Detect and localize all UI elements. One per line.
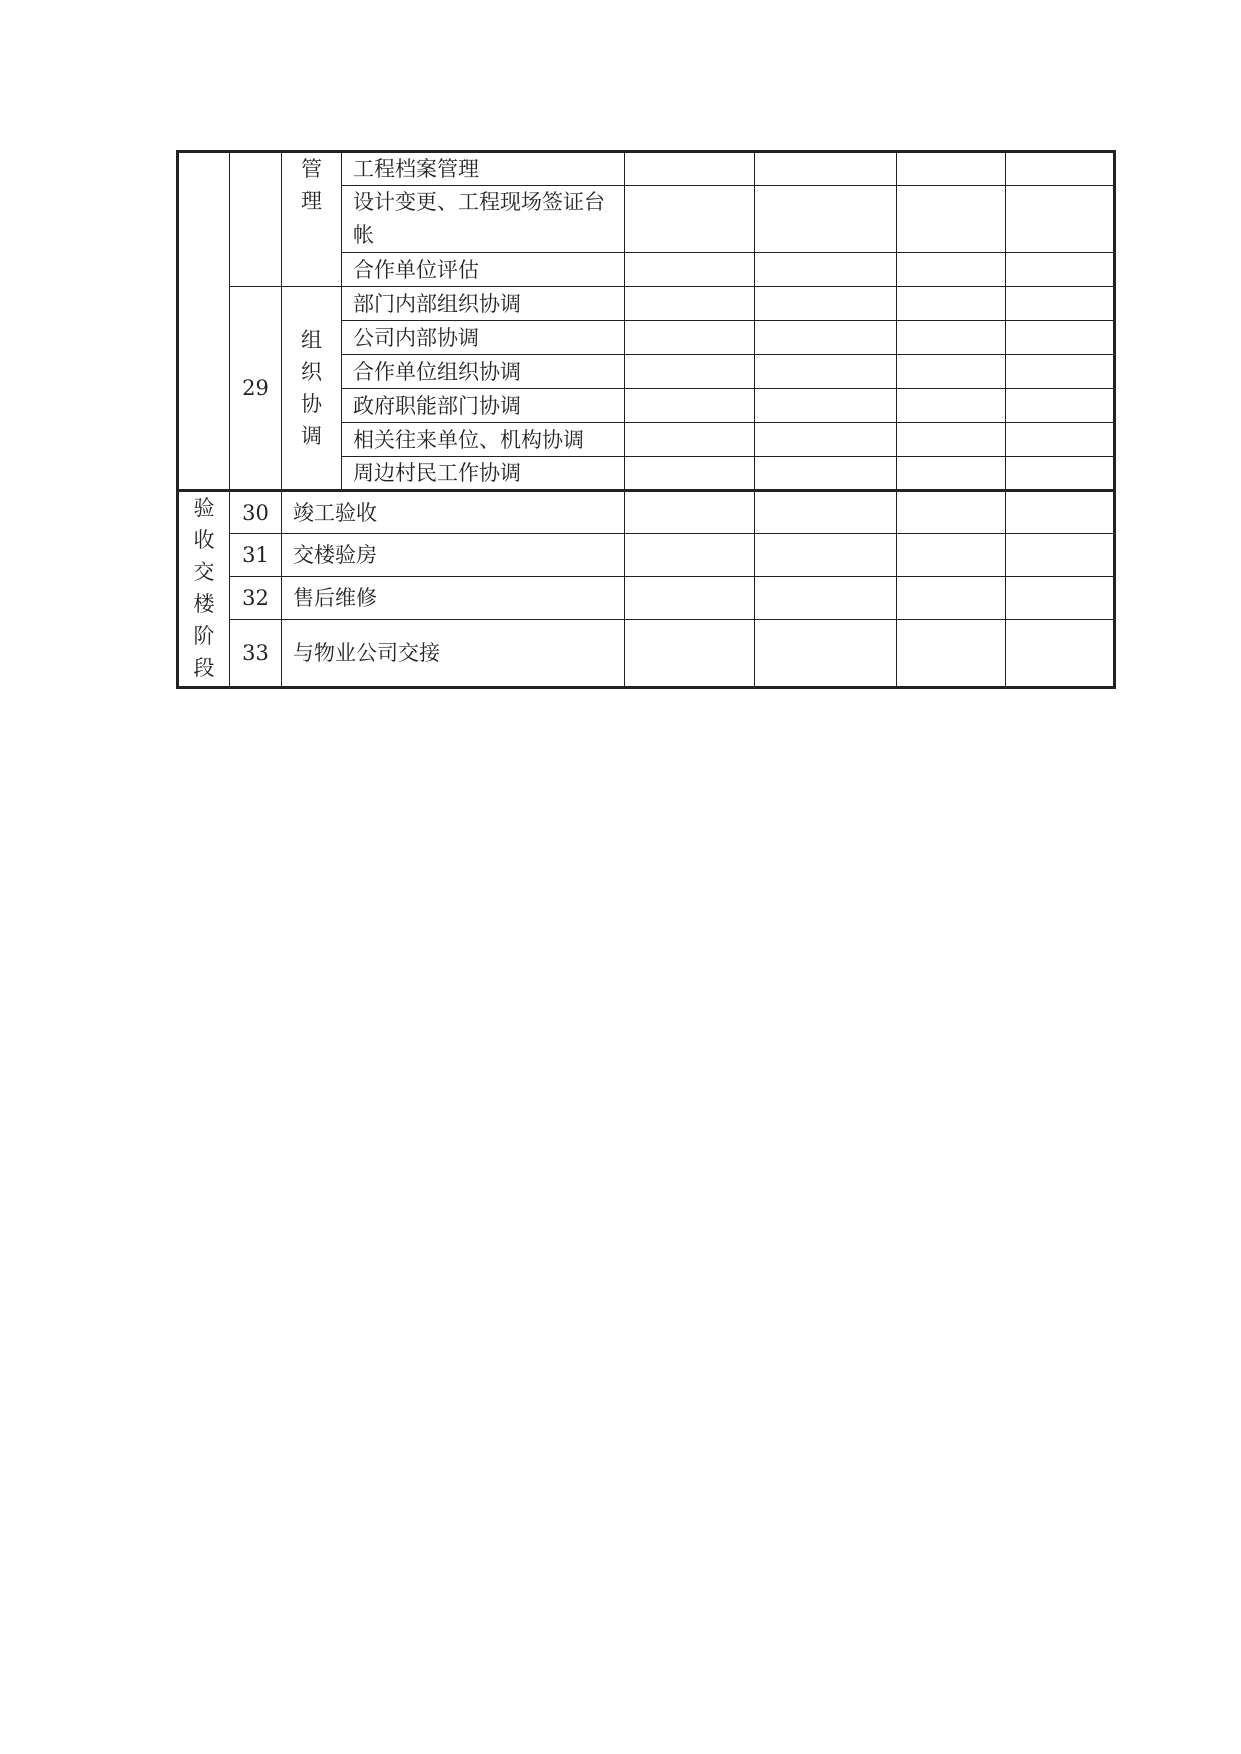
blank-cell — [755, 152, 897, 186]
table-row — [178, 491, 1115, 534]
blank-cell — [625, 457, 755, 491]
category-char: 织 — [301, 360, 322, 384]
item-cell: 交楼验房 — [282, 534, 625, 577]
stage-cell-acceptance — [178, 491, 230, 688]
stage-char: 阶 — [193, 624, 215, 648]
blank-cell — [897, 457, 1006, 491]
blank-cell — [1006, 287, 1115, 321]
blank-cell — [625, 577, 755, 620]
stage-cell-empty — [178, 152, 230, 491]
item-cell: 设计变更、工程现场签证台帐 — [342, 186, 625, 253]
blank-cell — [1006, 389, 1115, 423]
blank-cell — [1006, 457, 1115, 491]
blank-cell — [755, 321, 897, 355]
item-cell: 部门内部组织协调 — [342, 287, 625, 321]
item-cell: 售后维修 — [282, 577, 625, 620]
category-char: 协 — [301, 392, 322, 416]
blank-cell — [755, 186, 897, 253]
category-cell-coordination — [282, 287, 342, 491]
blank-cell — [897, 534, 1006, 577]
blank-cell — [1006, 355, 1115, 389]
blank-cell — [755, 389, 897, 423]
item-cell: 合作单位评估 — [342, 253, 625, 287]
blank-cell — [755, 577, 897, 620]
item-cell: 政府职能部门协调 — [342, 389, 625, 423]
blank-cell — [625, 423, 755, 457]
item-cell: 合作单位组织协调 — [342, 355, 625, 389]
row-number: 33 — [230, 620, 282, 688]
blank-cell — [755, 287, 897, 321]
blank-cell — [1006, 253, 1115, 287]
stage-char: 验 — [193, 496, 215, 520]
row-number: 31 — [230, 534, 282, 577]
blank-cell — [897, 577, 1006, 620]
item-cell: 竣工验收 — [282, 491, 625, 534]
blank-cell — [897, 491, 1006, 534]
category-char: 组 — [301, 328, 322, 352]
blank-cell — [897, 152, 1006, 186]
table-row — [178, 152, 1115, 186]
stage-char: 楼 — [193, 592, 215, 616]
item-cell: 相关往来单位、机构协调 — [342, 423, 625, 457]
table-row — [178, 577, 1115, 620]
blank-cell — [625, 152, 755, 186]
blank-cell — [897, 253, 1006, 287]
blank-cell — [625, 491, 755, 534]
blank-cell — [625, 321, 755, 355]
blank-cell — [1006, 491, 1115, 534]
table-row — [178, 287, 1115, 321]
blank-cell — [897, 389, 1006, 423]
stage-char: 交 — [193, 560, 215, 584]
category-char: 调 — [301, 424, 322, 448]
blank-cell — [625, 355, 755, 389]
item-cell: 工程档案管理 — [342, 152, 625, 186]
stage-char: 段 — [193, 656, 215, 680]
blank-cell — [1006, 186, 1115, 253]
blank-cell — [755, 457, 897, 491]
number-cell-empty — [230, 152, 282, 287]
blank-cell — [897, 321, 1006, 355]
blank-cell — [897, 355, 1006, 389]
blank-cell — [755, 491, 897, 534]
blank-cell — [625, 253, 755, 287]
blank-cell — [1006, 620, 1115, 688]
blank-cell — [897, 620, 1006, 688]
table-row — [178, 620, 1115, 688]
process-table — [176, 150, 1116, 689]
row-number: 30 — [230, 491, 282, 534]
blank-cell — [625, 620, 755, 688]
category-cell-management — [282, 152, 342, 287]
item-cell: 周边村民工作协调 — [342, 457, 625, 491]
blank-cell — [897, 287, 1006, 321]
blank-cell — [1006, 321, 1115, 355]
item-cell: 与物业公司交接 — [282, 620, 625, 688]
blank-cell — [625, 534, 755, 577]
blank-cell — [1006, 577, 1115, 620]
row-number: 32 — [230, 577, 282, 620]
blank-cell — [755, 253, 897, 287]
item-cell: 公司内部协调 — [342, 321, 625, 355]
blank-cell — [755, 620, 897, 688]
blank-cell — [625, 287, 755, 321]
stage-char: 收 — [193, 528, 215, 552]
blank-cell — [897, 423, 1006, 457]
blank-cell — [1006, 534, 1115, 577]
row-number: 29 — [230, 287, 282, 491]
blank-cell — [1006, 423, 1115, 457]
table-row — [178, 534, 1115, 577]
blank-cell — [755, 355, 897, 389]
category-char: 理 — [301, 189, 322, 213]
blank-cell — [897, 186, 1006, 253]
category-char: 管 — [301, 157, 322, 181]
blank-cell — [625, 389, 755, 423]
blank-cell — [755, 423, 897, 457]
blank-cell — [1006, 152, 1115, 186]
blank-cell — [755, 534, 897, 577]
blank-cell — [625, 186, 755, 253]
